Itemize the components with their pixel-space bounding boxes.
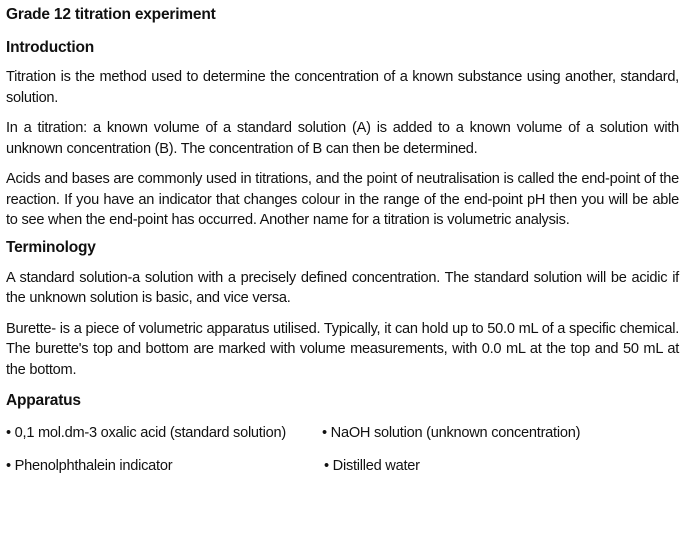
apparatus-item-oxalic-acid: • 0,1 mol.dm-3 oxalic acid (standard solution) bbox=[6, 425, 286, 441]
apparatus-item-naoh: • NaOH solution (unknown concentration) bbox=[322, 425, 581, 441]
apparatus-item-phenolphthalein: • Phenolphthalein indicator bbox=[6, 458, 173, 474]
apparatus-list bbox=[6, 417, 679, 483]
terminology-heading: Terminology bbox=[6, 238, 96, 256]
terminology-burette: Burette- is a piece of volumetric apparatus utilised. Typically, it can hold up to 50.0 mL of a specific chemical. The burette's top and bottom are marked with volume measurements, with 0.0 mL at the top and 50 mL at the bottom. bbox=[6, 320, 679, 378]
terminology-standard-solution: A standard solution-a solution with a precisely defined concentration. The standard solution will be acidic if the unknown solution is basic, and vice versa. bbox=[6, 269, 679, 306]
document-title: Grade 12 titration experiment bbox=[6, 6, 216, 23]
introduction-paragraph-1: Titration is the method used to determine the concentration of a known substance using another, standard, solution. bbox=[6, 69, 679, 106]
introduction-paragraph-3: Acids and bases are commonly used in titrations, and the point of neutralisation is called the end-point of the reaction. If you have an indicator that changes colour in the range of the end-point pH then you will be able to see when the end-point has occurred. Another name for a titration is volumetric analysis. bbox=[6, 171, 679, 228]
introduction-heading: Introduction bbox=[6, 39, 94, 56]
apparatus-item-distilled-water: • Distilled water bbox=[324, 458, 420, 474]
apparatus-heading: Apparatus bbox=[6, 392, 81, 409]
introduction-paragraph-2: In a titration: a known volume of a standard solution (A) is added to a known volume of a solution with unknown concentration (B). The concentration of B can then be determined. bbox=[6, 120, 679, 157]
